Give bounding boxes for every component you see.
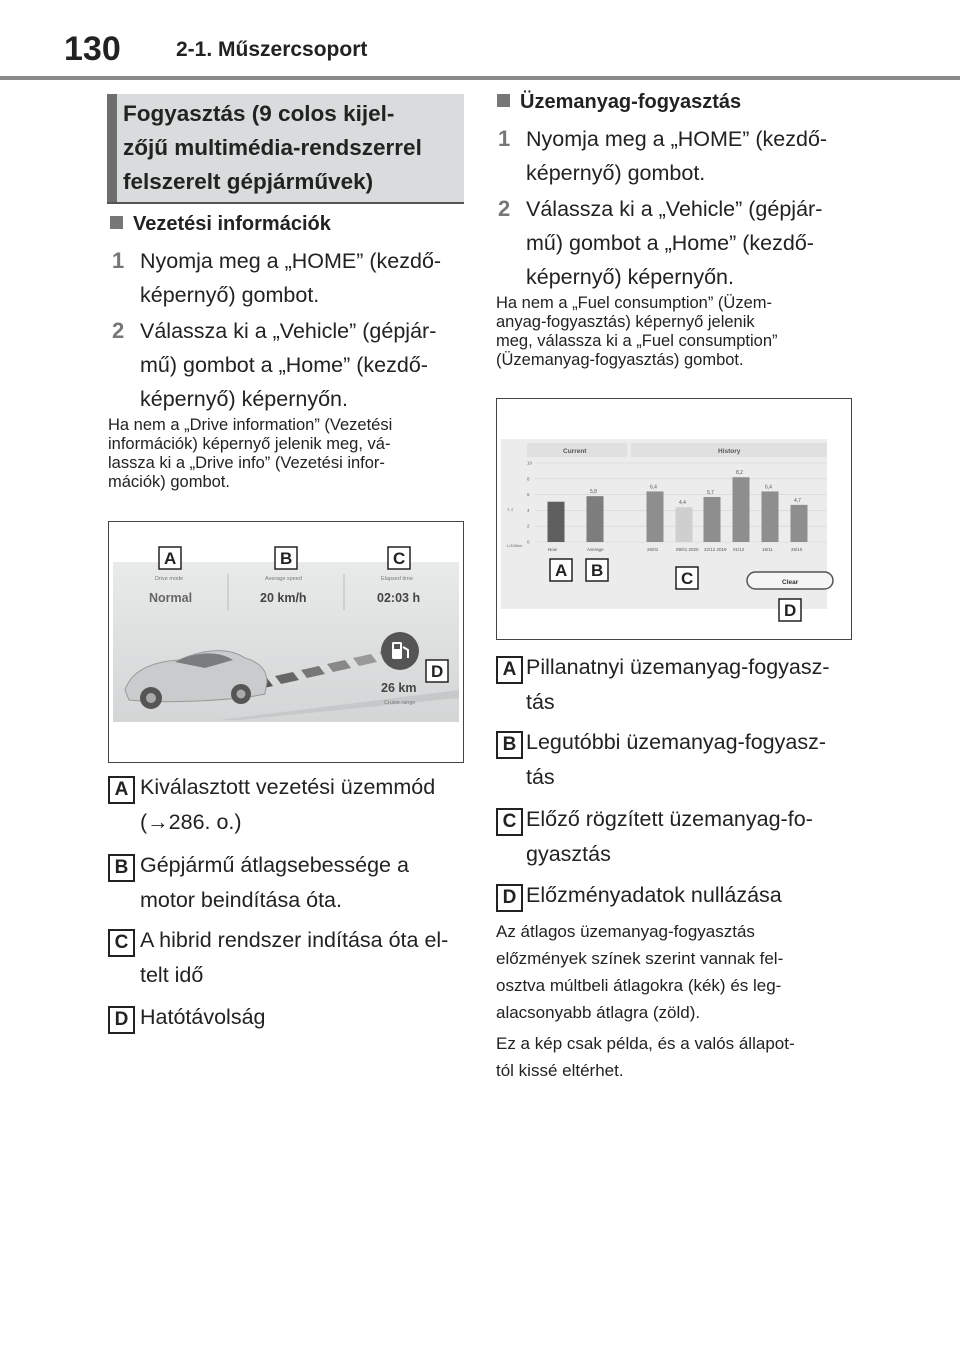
chart-title-current: Current [563, 448, 587, 455]
legend-letter-a: A [108, 776, 135, 804]
drive-info-heading [110, 213, 331, 236]
legend-line: Előző rögzített üzemanyag-fo- [526, 807, 813, 831]
fuel-consumption-screen-image [496, 398, 852, 640]
chart-bar [548, 502, 565, 542]
y-tick-label: 10 [527, 460, 533, 466]
heading-accent-bar [107, 94, 117, 202]
y-tick-label: 6 [527, 492, 530, 498]
legend-line: Pillanatnyi üzemanyag-fogyasz- [526, 655, 830, 679]
legend-line: tás [526, 690, 555, 714]
fuel-pump-icon [381, 632, 419, 670]
note-line: Az átlagos üzemanyag-fogyasztás [496, 922, 755, 941]
note-line: tól kissé eltérhet. [496, 1061, 624, 1080]
legend-item-b [526, 725, 826, 795]
legend-line: telt idő [140, 963, 204, 987]
y-tick-label: 8 [527, 476, 530, 482]
chart-bar [647, 491, 664, 542]
clear-button-label: Clear [782, 579, 799, 586]
y-tick-label: 4 [527, 507, 530, 513]
chart-bar [791, 505, 808, 542]
svg-text:B: B [591, 561, 604, 580]
legend-letter-c: C [496, 808, 523, 836]
legend-item-b [140, 848, 409, 918]
note-line: (Üzemanyag-fogyasztás) gombot. [496, 351, 744, 369]
fuel-step-1 [526, 122, 827, 190]
note-line: előzmények színek szerint vannak fel- [496, 949, 784, 968]
callout-a [159, 547, 181, 569]
note-line: Ha nem a „Drive information” (Vezetési [108, 416, 393, 434]
legend-line: Gépjármű átlagsebessége a [140, 853, 409, 877]
callout-c [388, 547, 410, 569]
legend-item-a [526, 650, 830, 720]
drive-info-heading-text: Vezetési információk [133, 213, 331, 235]
legend-line: motor beindítása óta. [140, 888, 342, 912]
legend-letter-c: C [108, 929, 135, 957]
legend-line: (→286. o.) [140, 810, 242, 834]
legend-item-d [140, 1000, 266, 1035]
drive-step-1 [140, 244, 441, 312]
elapsed-time-value: 02:03 h [377, 591, 421, 605]
svg-text:C: C [681, 569, 694, 588]
drive-mode-label: Drive mode [155, 576, 184, 582]
x-category-label: 22/12 2019 [704, 547, 727, 552]
bar-value-label: 8,2 [736, 470, 743, 477]
elapsed-time-label: Elapsed time [381, 576, 413, 582]
legend-item-a [140, 770, 435, 840]
section-heading-line: Fogyasztás (9 colos kijel- [123, 101, 395, 126]
note-line: alacsonyabb átlagra (zöld). [496, 1003, 701, 1022]
fuel-note [496, 294, 856, 370]
legend-letter-b: B [108, 854, 135, 882]
bar-value-label: 6,4 [765, 484, 772, 491]
legend-letter-d: D [496, 884, 523, 912]
svg-text:B: B [280, 549, 293, 568]
avg-speed-label: Average speed [265, 576, 302, 582]
section-title: 2-1. Műszercsoport [176, 38, 368, 61]
note-line: osztva múltbeli átlagokra (kék) és leg- [496, 976, 782, 995]
step-line: Válassza ki a „Vehicle” (gépjár- [526, 197, 823, 221]
bar-value-label: 6,4 [650, 484, 657, 491]
callout-a [550, 559, 572, 581]
legend-line: Kiválasztott vezetési üzemmód [140, 775, 436, 799]
step-line: képernyő) képernyőn. [526, 265, 734, 289]
legend-line: Hatótávolság [140, 1005, 266, 1029]
y-tick-label: 2 [527, 523, 530, 529]
note-line: információk) képernyő jelenik meg, vá- [108, 435, 391, 453]
svg-text:A: A [555, 561, 568, 580]
clear-button[interactable] [747, 572, 833, 589]
legend-line: Előzményadatok nullázása [526, 883, 782, 907]
step-line: képernyő) gombot. [526, 161, 706, 185]
chart-bar [762, 491, 779, 542]
drive-info-screen-image [108, 521, 464, 763]
step-number: 2 [112, 318, 125, 343]
note-line: Ha nem a „Fuel consumption” (Üzem- [496, 294, 773, 312]
note-line: meg, válassza ki a „Fuel consumption” [496, 332, 778, 350]
drive-mode-value: Normal [149, 591, 193, 605]
legend-letter-a: A [496, 656, 523, 684]
legend-item-d [526, 878, 782, 913]
svg-text:A: A [164, 549, 177, 568]
section-heading [123, 97, 458, 199]
section-heading-box [107, 94, 464, 204]
x-category-label: 01/12 [733, 547, 745, 552]
y-tick-label: 0 [527, 539, 530, 545]
fuel-heading-text: Üzemanyag-fogyasztás [520, 91, 742, 113]
range-label: Cruise range [384, 700, 416, 706]
square-bullet-icon [110, 216, 123, 229]
drive-step-2 [140, 314, 436, 416]
callout-d [426, 660, 448, 682]
callout-b [586, 559, 608, 581]
section-heading-line: zőjű multimédia-rendszerrel [123, 135, 422, 160]
svg-text:C: C [393, 549, 406, 568]
fuel-heading [497, 91, 741, 114]
step-line: Nyomja meg a „HOME” (kezdő- [140, 249, 442, 273]
step-line: Nyomja meg a „HOME” (kezdő- [526, 127, 828, 151]
drive-info-screen [109, 522, 463, 762]
note-line: Ez a kép csak példa, és a valós állapot- [496, 1034, 795, 1053]
fuel-color-note [496, 918, 856, 1026]
legend-letter-d: D [108, 1006, 135, 1034]
x-category-label: 16/11 [762, 547, 773, 552]
note-line: anyag-fogyasztás) képernyő jelenik [496, 313, 755, 331]
chart-bar [587, 496, 604, 542]
svg-text:D: D [431, 662, 444, 681]
square-bullet-icon [497, 94, 510, 107]
fuel-consumption-chart [497, 399, 851, 639]
bar-value-label: 5,7 [707, 489, 714, 496]
chart-bar [733, 477, 750, 542]
step-line: képernyő) gombot. [140, 283, 320, 307]
x-category-label: 26/10 [791, 547, 803, 552]
chart-bar [676, 507, 693, 542]
callout-b [275, 547, 297, 569]
chart-bar [704, 497, 721, 542]
bar-value-label: 4,7 [794, 497, 801, 504]
bar-value-label: 5,8 [590, 489, 597, 496]
y-axis-label: L/100km [507, 543, 523, 548]
x-category-label: Average [587, 547, 604, 552]
legend-item-c [526, 802, 813, 872]
range-value: 26 km [381, 681, 417, 695]
svg-text:D: D [784, 601, 797, 620]
step-number: 1 [112, 248, 125, 273]
note-line: mációk) gombot. [108, 473, 230, 491]
page-number: 130 [64, 30, 121, 68]
step-line: mű) gombot a „Home” (kezdő- [526, 231, 814, 255]
chart-title-history: History [718, 448, 741, 455]
avg-speed-value: 20 km/h [260, 591, 307, 605]
callout-d [779, 599, 801, 621]
legend-line: tás [526, 765, 555, 789]
step-number: 2 [498, 196, 511, 221]
callout-c [676, 567, 698, 589]
fuel-step-2 [526, 192, 822, 294]
example-disclaimer [496, 1030, 856, 1084]
bar-value-label: 4,4 [679, 500, 686, 507]
x-category-label: 26/01 [647, 547, 659, 552]
legend-item-c [140, 923, 448, 993]
average-marker-label: 4,4 [507, 507, 514, 512]
header-rule [0, 76, 960, 80]
step-line: Válassza ki a „Vehicle” (gépjár- [140, 319, 437, 343]
x-category-label: 09/01 2020 [676, 547, 699, 552]
note-line: lassza ki a „Drive info” (Vezetési infor- [108, 454, 385, 472]
x-category-label: Now [548, 547, 558, 552]
legend-line: A hibrid rendszer indítása óta el- [140, 928, 449, 952]
section-heading-line: felszerelt gépjárművek) [123, 169, 374, 194]
drive-info-note [108, 416, 468, 492]
step-line: mű) gombot a „Home” (kezdő- [140, 353, 428, 377]
step-line: képernyő) képernyőn. [140, 387, 348, 411]
legend-line: Legutóbbi üzemanyag-fogyasz- [526, 730, 826, 754]
step-number: 1 [498, 126, 511, 151]
legend-letter-b: B [496, 731, 523, 759]
legend-line: gyasztás [526, 842, 611, 866]
